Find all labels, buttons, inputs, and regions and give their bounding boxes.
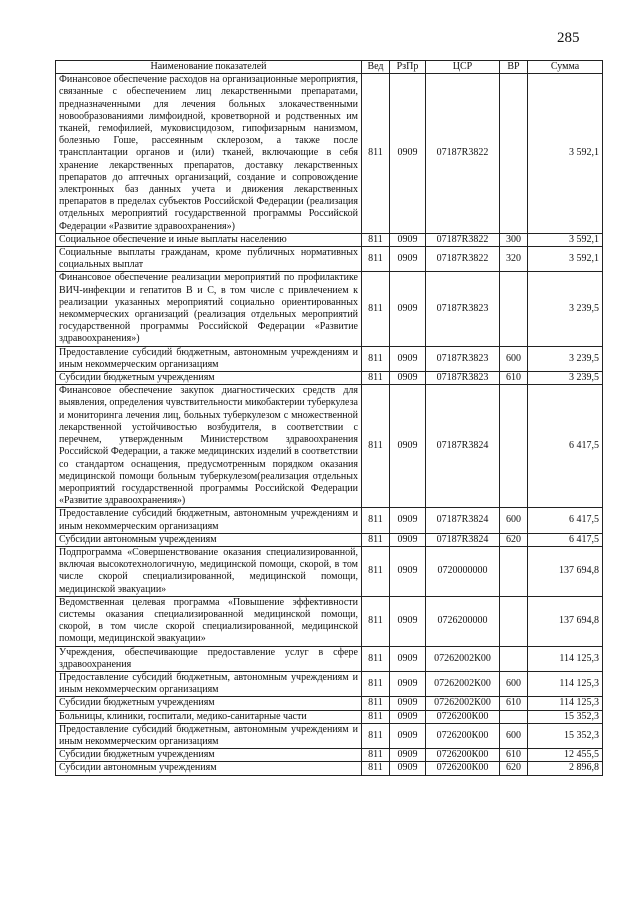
cell-vr: 600 (500, 346, 528, 371)
header-ved: Вед (362, 61, 390, 74)
cell-csr: 07187R3823 (426, 346, 500, 371)
cell-name: Социальное обеспечение и иные выплаты населению (56, 233, 362, 246)
table-row (56, 74, 603, 234)
cell-vr: 620 (500, 762, 528, 775)
cell-name: Больницы, клиники, госпитали, медико-санитарные части (56, 710, 362, 723)
cell-sum: 12 455,5 (528, 749, 603, 762)
cell-csr: 0726200К00 (426, 710, 500, 723)
cell-rzpr: 0909 (390, 710, 426, 723)
table-row (56, 671, 603, 696)
table-row (56, 372, 603, 385)
table-row (56, 385, 603, 508)
cell-csr: 07187R3824 (426, 533, 500, 546)
header-csr: ЦСР (426, 61, 500, 74)
table-row (56, 762, 603, 775)
cell-rzpr: 0909 (390, 596, 426, 646)
cell-vr (500, 272, 528, 346)
cell-ved: 811 (362, 508, 390, 533)
cell-vr (500, 74, 528, 234)
cell-csr: 0726200К00 (426, 723, 500, 748)
cell-name: Субсидии бюджетным учреждениям (56, 372, 362, 385)
cell-ved: 811 (362, 546, 390, 596)
cell-vr: 600 (500, 508, 528, 533)
cell-vr (500, 646, 528, 671)
cell-rzpr: 0909 (390, 762, 426, 775)
cell-rzpr: 0909 (390, 346, 426, 371)
cell-ved: 811 (362, 697, 390, 710)
cell-vr (500, 710, 528, 723)
cell-sum: 3 239,5 (528, 372, 603, 385)
cell-sum: 6 417,5 (528, 508, 603, 533)
cell-ved: 811 (362, 646, 390, 671)
table-row (56, 710, 603, 723)
table-row (56, 508, 603, 533)
table-row (56, 596, 603, 646)
cell-sum: 114 125,3 (528, 697, 603, 710)
cell-csr: 07187R3822 (426, 74, 500, 234)
table-row (56, 697, 603, 710)
table-row (56, 646, 603, 671)
cell-rzpr: 0909 (390, 749, 426, 762)
cell-vr: 610 (500, 372, 528, 385)
cell-vr: 600 (500, 723, 528, 748)
cell-ved: 811 (362, 533, 390, 546)
cell-ved: 811 (362, 247, 390, 272)
table-row (56, 233, 603, 246)
cell-name: Финансовое обеспечение расходов на организационные мероприятия, связанные с обеспечением лиц лекарственными препаратами, предназначенными для лечения больных злокачественными новообразованиями лимфоидной, кроветворной и родственных им тканей, гемофилией, муковисцидозом, гипофизарным нанизмом, болезнью Гоше, рассеянным склерозом, а также после трансплантации органов и (или) тканей, включающие в себя хранение лекарственных препаратов, доставку лекарственных препаратов до аптечных организаций, создание и сопровождение электронных баз данных учета и движения лекарственных препаратов в пределах субъектов Российской Федерации (реализация отдельных мероприятий государственной программы Российской Федерации «Развитие здравоохранения») (56, 74, 362, 234)
cell-rzpr: 0909 (390, 508, 426, 533)
cell-ved: 811 (362, 723, 390, 748)
cell-vr: 320 (500, 247, 528, 272)
cell-ved: 811 (362, 372, 390, 385)
cell-sum: 15 352,3 (528, 723, 603, 748)
cell-sum: 3 239,5 (528, 346, 603, 371)
cell-rzpr: 0909 (390, 247, 426, 272)
cell-ved: 811 (362, 762, 390, 775)
cell-csr: 0720000000 (426, 546, 500, 596)
cell-vr: 600 (500, 671, 528, 696)
table-body (56, 74, 603, 775)
cell-vr: 300 (500, 233, 528, 246)
cell-vr: 620 (500, 533, 528, 546)
cell-ved: 811 (362, 596, 390, 646)
cell-ved: 811 (362, 233, 390, 246)
cell-ved: 811 (362, 710, 390, 723)
cell-sum: 6 417,5 (528, 385, 603, 508)
cell-name: Ведомственная целевая программа «Повышение эффективности системы оказания специализированной медицинской помощи, скорой, в том числе скорой специализированной, медицинской помощи, медицинской эвакуации» (56, 596, 362, 646)
cell-rzpr: 0909 (390, 272, 426, 346)
cell-csr: 07187R3823 (426, 272, 500, 346)
cell-name: Субсидии автономным учреждениям (56, 533, 362, 546)
cell-rzpr: 0909 (390, 646, 426, 671)
cell-name: Подпрограмма «Совершенствование оказания специализированной, включая высокотехнологичную, медицинской помощи, скорой, в том числе скорой специализированной, медицинской помощи, медицинской эвакуации» (56, 546, 362, 596)
cell-sum: 15 352,3 (528, 710, 603, 723)
cell-rzpr: 0909 (390, 671, 426, 696)
cell-name: Финансовое обеспечение реализации мероприятий по профилактике ВИЧ-инфекции и гепатитов B и C, в том числе с привлечением к реализации указанных мероприятий социально ориентированных некоммерческих организаций (реализация отдельных мероприятий государственной программы Российской Федерации «Развитие здравоохранения») (56, 272, 362, 346)
table-row (56, 533, 603, 546)
header-vr: ВР (500, 61, 528, 74)
cell-csr: 0726200000 (426, 596, 500, 646)
cell-vr: 610 (500, 697, 528, 710)
cell-vr (500, 385, 528, 508)
header-sum: Сумма (528, 61, 603, 74)
cell-name: Субсидии бюджетным учреждениям (56, 749, 362, 762)
cell-name: Предоставление субсидий бюджетным, автономным учреждениям и иным некоммерческим организациям (56, 346, 362, 371)
cell-rzpr: 0909 (390, 697, 426, 710)
cell-sum: 114 125,3 (528, 646, 603, 671)
table-row (56, 723, 603, 748)
cell-name: Предоставление субсидий бюджетным, автономным учреждениям и иным некоммерческим организациям (56, 723, 362, 748)
cell-rzpr: 0909 (390, 723, 426, 748)
cell-rzpr: 0909 (390, 74, 426, 234)
cell-csr: 07187R3824 (426, 385, 500, 508)
cell-ved: 811 (362, 74, 390, 234)
table-row (56, 346, 603, 371)
table-row (56, 749, 603, 762)
budget-table (55, 60, 603, 776)
cell-sum: 114 125,3 (528, 671, 603, 696)
cell-csr: 07262002К00 (426, 697, 500, 710)
cell-sum: 137 694,8 (528, 596, 603, 646)
cell-name: Субсидии автономным учреждениям (56, 762, 362, 775)
cell-vr: 610 (500, 749, 528, 762)
cell-sum: 3 592,1 (528, 247, 603, 272)
cell-rzpr: 0909 (390, 372, 426, 385)
cell-ved: 811 (362, 385, 390, 508)
cell-vr (500, 546, 528, 596)
cell-name: Социальные выплаты гражданам, кроме публичных нормативных социальных выплат (56, 247, 362, 272)
header-rzpr: РзПр (390, 61, 426, 74)
cell-name: Учреждения, обеспечивающие предоставление услуг в сфере здравоохранения (56, 646, 362, 671)
cell-rzpr: 0909 (390, 385, 426, 508)
table-row (56, 546, 603, 596)
cell-csr: 07262002К00 (426, 646, 500, 671)
cell-sum: 3 592,1 (528, 74, 603, 234)
cell-vr (500, 596, 528, 646)
cell-rzpr: 0909 (390, 533, 426, 546)
cell-rzpr: 0909 (390, 233, 426, 246)
cell-sum: 137 694,8 (528, 546, 603, 596)
cell-name: Предоставление субсидий бюджетным, автономным учреждениям и иным некоммерческим организациям (56, 508, 362, 533)
cell-sum: 2 896,8 (528, 762, 603, 775)
cell-ved: 811 (362, 749, 390, 762)
cell-csr: 07187R3824 (426, 508, 500, 533)
cell-csr: 07187R3822 (426, 233, 500, 246)
cell-csr: 0726200К00 (426, 762, 500, 775)
cell-csr: 07187R3823 (426, 372, 500, 385)
table-header-row (56, 61, 603, 74)
cell-csr: 0726200К00 (426, 749, 500, 762)
cell-sum: 3 239,5 (528, 272, 603, 346)
cell-name: Предоставление субсидий бюджетным, автономным учреждениям и иным некоммерческим организациям (56, 671, 362, 696)
page-number: 285 (557, 30, 580, 46)
cell-name: Финансовое обеспечение закупок диагностических средств для выявления, определения чувствительности микобактерии туберкулеза и мониторинга лечения лиц, больных туберкулезом с множественной лекарственной устойчивостью возбудителя, в соответствии с перечнем, утвержденным Министерством здравоохранения Российской Федерации, а также медицинских изделий в соответствии со стандартом оснащения, предусмотренным порядком оказания медицинской помощи больным туберкулезом(реализация отдельных мероприятий государственной программы Российской Федерации «Развитие здравоохранения») (56, 385, 362, 508)
cell-csr: 07187R3822 (426, 247, 500, 272)
cell-sum: 6 417,5 (528, 533, 603, 546)
table-row (56, 272, 603, 346)
header-name: Наименование показателей (56, 61, 362, 74)
cell-ved: 811 (362, 346, 390, 371)
cell-sum: 3 592,1 (528, 233, 603, 246)
table-row (56, 247, 603, 272)
cell-ved: 811 (362, 272, 390, 346)
cell-csr: 07262002К00 (426, 671, 500, 696)
cell-ved: 811 (362, 671, 390, 696)
cell-rzpr: 0909 (390, 546, 426, 596)
cell-name: Субсидии бюджетным учреждениям (56, 697, 362, 710)
